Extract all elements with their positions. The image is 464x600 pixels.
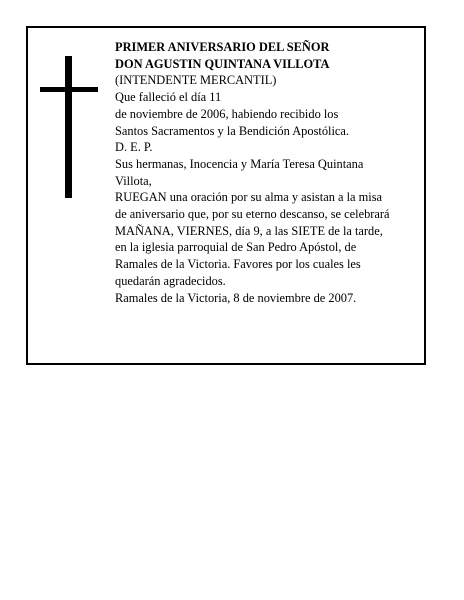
location-line: Ramales de la Victoria. Favores por los cuales les xyxy=(115,257,361,272)
rip-line: D. E. P. xyxy=(115,140,153,155)
death-date-line-1: Que falleció el día 11 xyxy=(115,90,222,105)
request-line-2: de aniversario que, por su eterno descanso, se celebrará xyxy=(115,207,390,222)
church-line: en la iglesia parroquial de San Pedro Apóstol, de xyxy=(115,240,357,255)
death-date-line-2: de noviembre de 2006, habiendo recibido los xyxy=(115,106,339,121)
mass-time-line: MAÑANA, VIERNES, día 9, a las SIETE de la tarde, xyxy=(115,223,383,238)
family-line-2: Villota, xyxy=(115,173,152,188)
thanks-line: quedarán agradecidos. xyxy=(115,273,226,288)
deceased-title: (INTENDENTE MERCANTIL) xyxy=(115,73,277,88)
request-line-1: RUEGAN una oración por su alma y asistan a la misa xyxy=(115,190,383,205)
notice-heading-line-1: PRIMER ANIVERSARIO DEL SEÑOR xyxy=(115,40,330,54)
notice-heading-line-2: DON AGUSTIN QUINTANA VILLOTA xyxy=(115,56,330,71)
cross-horizontal-bar xyxy=(40,87,98,92)
notice-text xyxy=(115,39,421,306)
cross-icon xyxy=(40,56,98,198)
obituary-notice xyxy=(26,26,426,365)
place-date-line: Ramales de la Victoria, 8 de noviembre de 2007. xyxy=(115,290,357,305)
family-line-1: Sus hermanas, Inocencia y María Teresa Quintana xyxy=(115,156,364,171)
sacraments-line: Santos Sacramentos y la Bendición Apostólica. xyxy=(115,123,350,138)
cross-vertical-bar xyxy=(65,56,72,198)
